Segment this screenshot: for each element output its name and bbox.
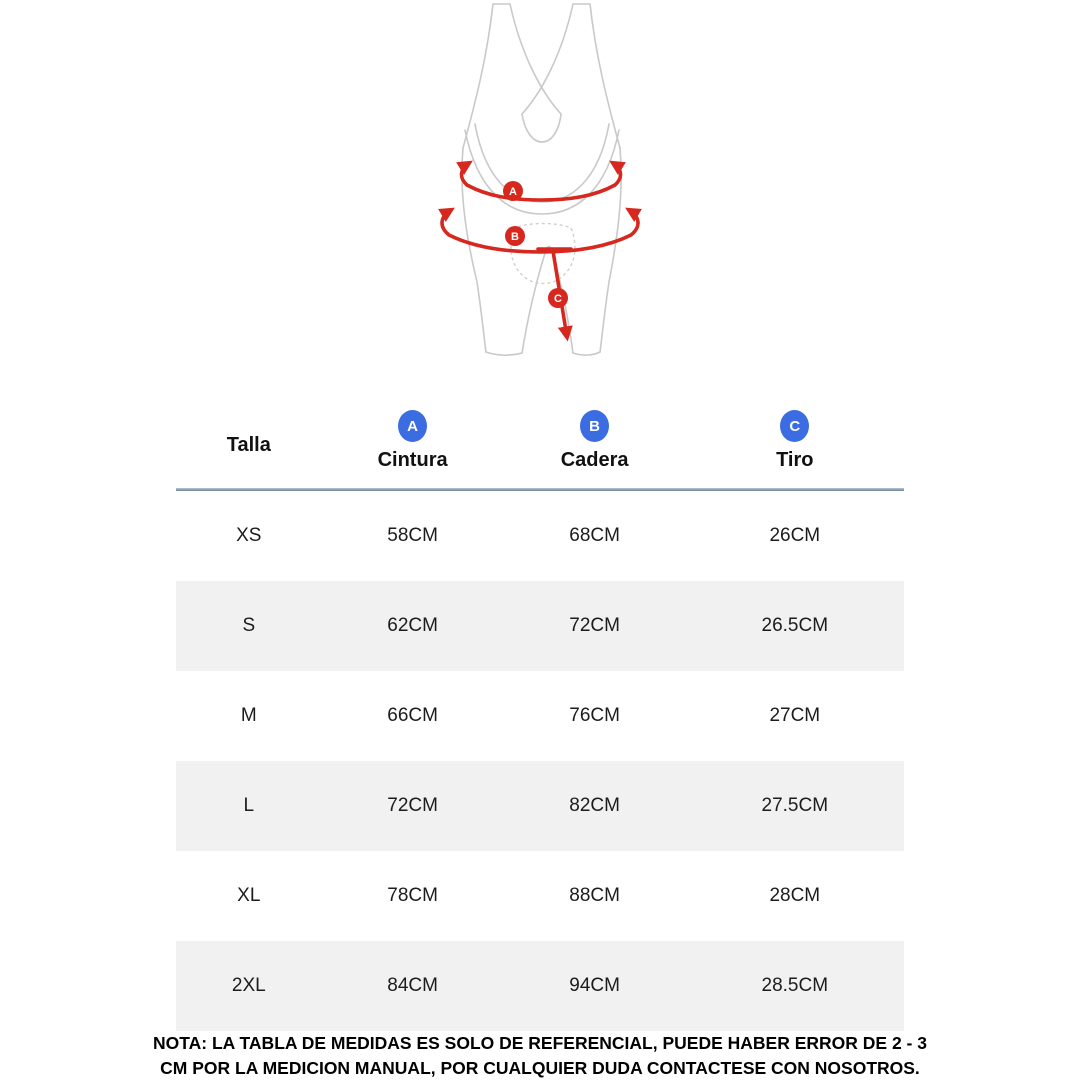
disclaimer-note: [70, 1031, 1010, 1080]
cell-tiro: 26.5CM: [761, 615, 829, 636]
table-row-s: [176, 581, 904, 671]
svg-text:B: B: [511, 231, 519, 243]
table-header: [176, 402, 904, 488]
header-tiro: [686, 402, 904, 488]
cell-tiro: 26CM: [769, 525, 821, 546]
cell-tiro: 28CM: [769, 885, 821, 906]
cell-cintura: 62CM: [387, 615, 438, 636]
cell-tiro: 27.5CM: [761, 795, 829, 816]
disclaimer-line-2: CM POR LA MEDICION MANUAL, POR CUALQUIER DUDA CONTACTESE CON NOSOTROS.: [160, 1058, 920, 1078]
cell-cintura: 84CM: [387, 975, 438, 996]
size-table: [176, 402, 904, 1031]
header-cintura-label: Cintura: [377, 449, 448, 471]
header-cadera-label: Cadera: [560, 449, 629, 471]
cell-size: XS: [236, 525, 262, 546]
cell-cadera: 82CM: [569, 795, 620, 816]
cell-size: S: [242, 615, 256, 636]
table-row-xl: [176, 851, 904, 941]
disclaimer-line-1: NOTA: LA TABLA DE MEDIDAS ES SOLO DE REFERENCIAL, PUEDE HABER ERROR DE 2 - 3: [153, 1033, 927, 1053]
cell-cintura: 66CM: [387, 705, 438, 726]
measure-b-arrow: [442, 210, 638, 252]
cell-cadera: 72CM: [569, 615, 620, 636]
badge-b: B: [580, 410, 609, 442]
header-tiro-label: Tiro: [776, 449, 814, 471]
bib-shorts-illustration: [425, 0, 675, 380]
cell-tiro: 27CM: [769, 705, 821, 726]
cell-cadera: 94CM: [569, 975, 620, 996]
marker-a-dot: [503, 181, 523, 201]
bib-shorts-outline: [462, 4, 621, 355]
badge-c: C: [780, 410, 809, 442]
table-row-2xl: [176, 941, 904, 1031]
header-cadera: [504, 402, 686, 488]
table-row-m: [176, 671, 904, 761]
marker-c-dot: [548, 288, 568, 308]
cell-cadera: 88CM: [569, 885, 620, 906]
cell-cadera: 68CM: [569, 525, 620, 546]
cell-cintura: 78CM: [387, 885, 438, 906]
header-cintura: [322, 402, 504, 488]
marker-b-dot: [505, 226, 525, 246]
cell-cintura: 58CM: [387, 525, 438, 546]
svg-text:C: C: [554, 293, 562, 305]
cell-size: M: [240, 705, 257, 726]
bib-shorts-diagram-svg: [425, 0, 675, 380]
header-size-label: Talla: [226, 433, 271, 456]
cell-size: L: [243, 795, 255, 816]
cell-cintura: 72CM: [387, 795, 438, 816]
measurement-annotations: [442, 163, 638, 337]
table-row-l: [176, 761, 904, 851]
table-row-xs: [176, 491, 904, 581]
cell-tiro: 28.5CM: [761, 975, 829, 996]
svg-text:A: A: [509, 186, 517, 198]
cell-size: 2XL: [231, 975, 266, 996]
cell-size: XL: [237, 885, 261, 906]
cell-cadera: 76CM: [569, 705, 620, 726]
badge-a: A: [398, 410, 427, 442]
